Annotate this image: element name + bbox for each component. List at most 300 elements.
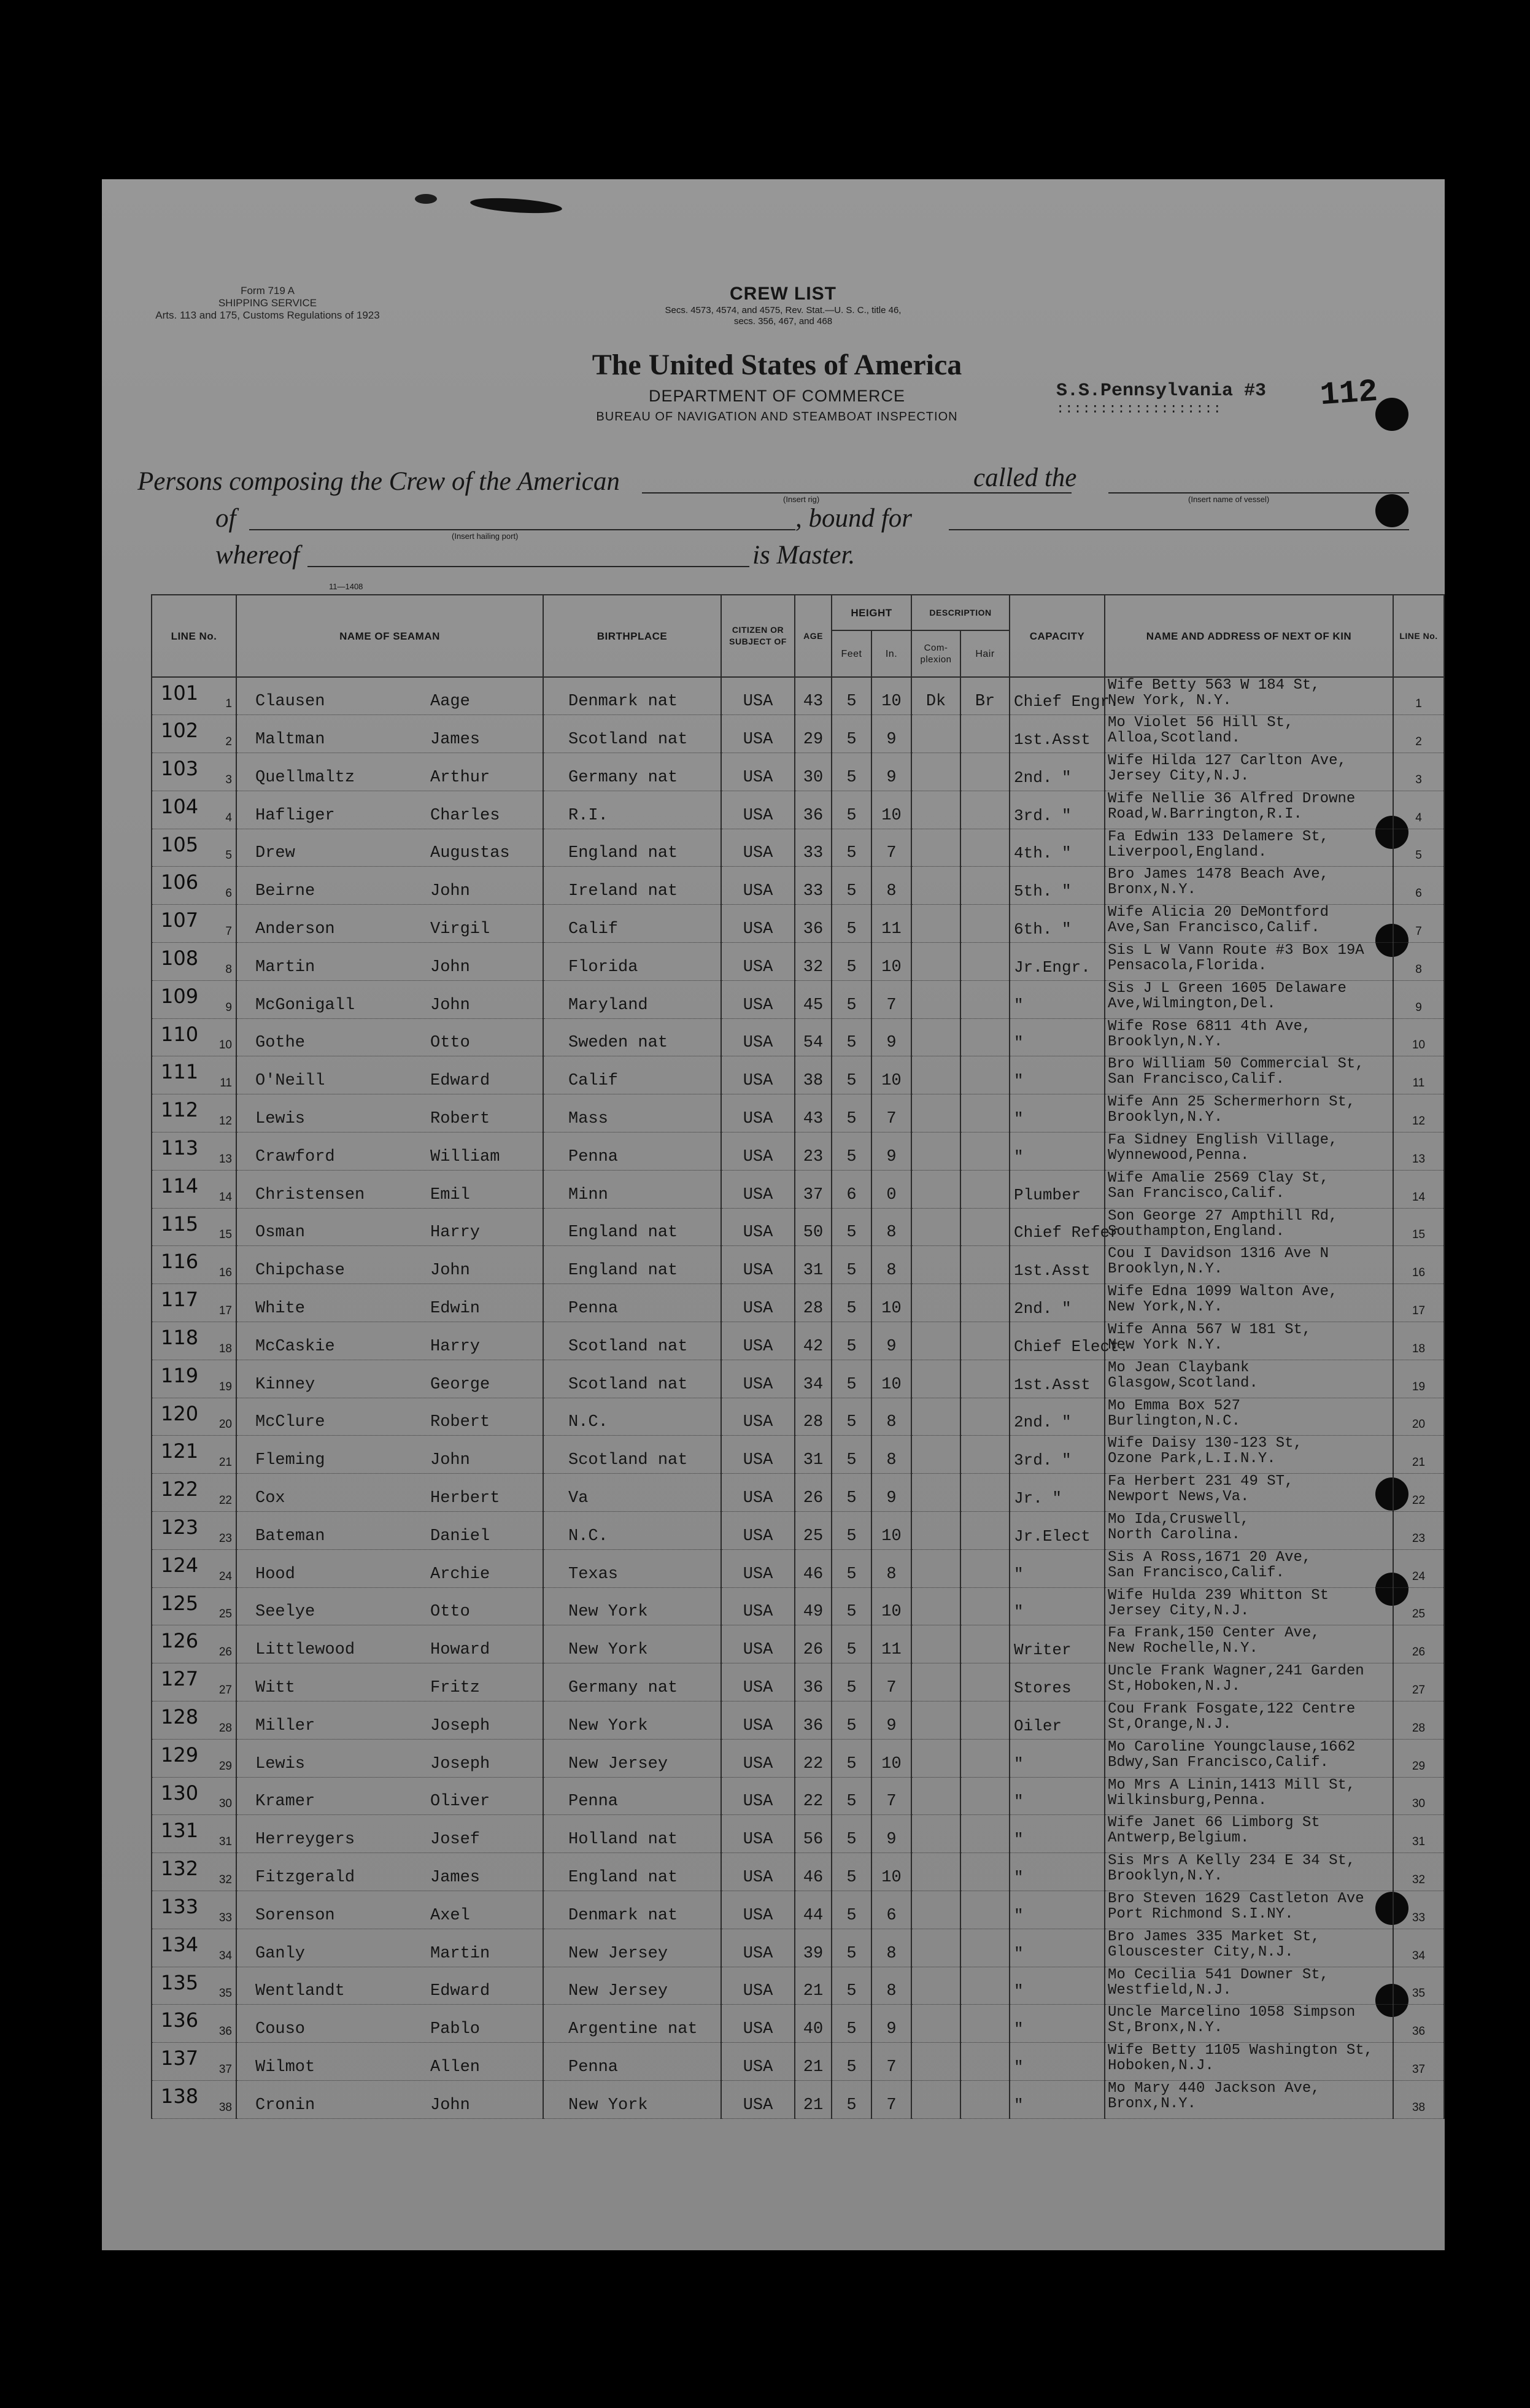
age-cell: 50: [795, 1208, 832, 1246]
handwritten-sequence-number: 136: [161, 2008, 199, 2032]
crew-row: [152, 715, 1444, 753]
birthplace-cell: Scotland nat: [543, 715, 721, 753]
citizenship-cell: USA: [721, 1170, 795, 1208]
printed-line-number: 1: [225, 697, 232, 711]
next-of-kin-cell: [1105, 791, 1393, 829]
citizenship-cell: USA: [721, 943, 795, 981]
height-feet-cell: 5: [832, 1663, 871, 1701]
seaman-name-cell: [236, 1284, 543, 1322]
height-feet-cell: 5: [832, 1549, 871, 1587]
right-line-number-cell: 15: [1393, 1208, 1444, 1246]
printed-line-number: 4: [225, 811, 232, 824]
line-number-cell: [152, 1891, 236, 1929]
right-line-number-cell: 33: [1393, 1891, 1444, 1929]
capacity-cell: 2nd. ": [1010, 1398, 1105, 1436]
height-feet-cell: 5: [832, 677, 871, 715]
kin-line-2: Westfield,N.J.: [1108, 1981, 1232, 1999]
printed-line-number: 35: [218, 1987, 232, 2000]
form-title: CREW LIST: [730, 284, 836, 304]
next-of-kin-cell: [1105, 1929, 1393, 1967]
surname: Seelye: [255, 1603, 315, 1622]
handwritten-sequence-number: 121: [161, 1439, 199, 1463]
birthplace-cell: Denmark nat: [543, 1891, 721, 1929]
printed-line-number: 32: [218, 1873, 232, 1886]
crew-row: [152, 1701, 1444, 1740]
punch-hole: [1375, 494, 1408, 527]
handwritten-sequence-number: 129: [161, 1743, 199, 1767]
line-number-cell: [152, 1549, 236, 1587]
birthplace-cell: New York: [543, 1701, 721, 1740]
kin-line-1: Wife Alicia 20 DeMontford: [1108, 904, 1329, 921]
citizenship-cell: USA: [721, 1625, 795, 1663]
capacity-cell: ": [1010, 1815, 1105, 1853]
kin-line-1: Wife Hilda 127 Carlton Ave,: [1108, 753, 1346, 770]
seaman-name-cell: [236, 1132, 543, 1171]
kin-line-2: San Francisco,Calif.: [1108, 1071, 1285, 1088]
vessel-hint: (Insert name of vessel): [1188, 495, 1270, 504]
printed-line-number: 15: [218, 1228, 232, 1242]
col-birthplace: BIRTHPLACE: [543, 595, 721, 677]
crew-row: [152, 1891, 1444, 1929]
form-regulations: Arts. 113 and 175, Customs Regulations of 1923: [155, 309, 380, 321]
age-cell: 39: [795, 1929, 832, 1967]
next-of-kin-cell: [1105, 1663, 1393, 1701]
birthplace-cell: Denmark nat: [543, 677, 721, 715]
line-number-cell: [152, 677, 236, 715]
handwritten-sequence-number: 134: [161, 1932, 199, 1956]
hair-cell: [960, 1625, 1010, 1663]
age-cell: 28: [795, 1398, 832, 1436]
seaman-name-cell: [236, 1094, 543, 1132]
crew-rows: [152, 677, 1444, 2118]
complexion-cell: [911, 1587, 960, 1625]
capacity-cell: Writer: [1010, 1625, 1105, 1663]
given-name: Axel: [430, 1906, 470, 1925]
next-of-kin-cell: [1105, 829, 1393, 867]
complexion-cell: [911, 1549, 960, 1587]
citizenship-cell: USA: [721, 1815, 795, 1853]
line-number-cell: [152, 1360, 236, 1398]
height-feet-cell: 5: [832, 1777, 871, 1815]
hair-cell: [960, 980, 1010, 1018]
line-number-cell: [152, 1929, 236, 1967]
crew-row: [152, 1587, 1444, 1625]
height-feet-cell: 5: [832, 715, 871, 753]
age-cell: 43: [795, 1094, 832, 1132]
vessel-blank: [1108, 492, 1409, 494]
height-inches-cell: 8: [871, 1208, 911, 1246]
next-of-kin-cell: [1105, 1891, 1393, 1929]
capacity-cell: Plumber: [1010, 1170, 1105, 1208]
seaman-name-cell: [236, 980, 543, 1018]
printed-line-number: 5: [225, 849, 232, 862]
citizenship-cell: USA: [721, 1891, 795, 1929]
seaman-name-cell: [236, 1246, 543, 1284]
crew-row: [152, 1663, 1444, 1701]
capacity-cell: ": [1010, 1549, 1105, 1587]
citizenship-cell: USA: [721, 1853, 795, 1891]
kin-line-2: Burlington,N.C.: [1108, 1412, 1241, 1430]
birthplace-cell: Penna: [543, 1777, 721, 1815]
surname: Lewis: [255, 1110, 306, 1129]
crew-row: [152, 867, 1444, 905]
printed-line-number: 26: [218, 1646, 232, 1659]
height-feet-cell: 5: [832, 1208, 871, 1246]
printed-line-number: 3: [225, 773, 232, 786]
surname: Chipchase: [255, 1261, 345, 1280]
age-cell: 36: [795, 905, 832, 943]
height-inches-cell: 7: [871, 1094, 911, 1132]
given-name: John: [430, 958, 470, 977]
handwritten-sequence-number: 119: [161, 1363, 199, 1387]
age-cell: 36: [795, 791, 832, 829]
citizenship-cell: USA: [721, 1322, 795, 1360]
surname: Maltman: [255, 730, 325, 749]
print-reference: 11—1408: [329, 582, 363, 591]
hair-cell: [960, 1208, 1010, 1246]
crew-row: [152, 1284, 1444, 1322]
height-feet-cell: 5: [832, 1891, 871, 1929]
line-number-cell: [152, 1815, 236, 1853]
kin-line-2: Wilkinsburg,Penna.: [1108, 1792, 1267, 1809]
handwritten-sequence-number: 128: [161, 1705, 199, 1729]
capacity-cell: ": [1010, 2080, 1105, 2118]
age-cell: 56: [795, 1815, 832, 1853]
handwritten-sequence-number: 109: [161, 984, 199, 1008]
crew-row: [152, 905, 1444, 943]
hair-cell: [960, 1398, 1010, 1436]
height-feet-cell: 5: [832, 905, 871, 943]
crew-row: [152, 1777, 1444, 1815]
kin-line-2: St,Hoboken,N.J.: [1108, 1678, 1241, 1695]
country-heading: The United States of America: [592, 349, 962, 381]
complexion-cell: [911, 1929, 960, 1967]
citizenship-cell: USA: [721, 1777, 795, 1815]
hair-cell: [960, 1474, 1010, 1512]
height-inches-cell: 9: [871, 1815, 911, 1853]
height-feet-cell: 5: [832, 753, 871, 791]
surname: Fitzgerald: [255, 1868, 355, 1887]
height-feet-cell: 5: [832, 829, 871, 867]
next-of-kin-cell: [1105, 1815, 1393, 1853]
birthplace-cell: New Jersey: [543, 1739, 721, 1777]
master-blank: [307, 566, 749, 567]
kin-line-2: Brooklyn,N.Y.: [1108, 1261, 1223, 1278]
height-inches-cell: 8: [871, 1929, 911, 1967]
citizenship-cell: USA: [721, 1549, 795, 1587]
kin-line-2: St,Bronx,N.Y.: [1108, 2019, 1223, 2037]
line-number-cell: [152, 1246, 236, 1284]
col-next-of-kin: NAME AND ADDRESS OF NEXT OF KIN: [1105, 595, 1393, 677]
seaman-name-cell: [236, 2005, 543, 2043]
birthplace-cell: New York: [543, 1587, 721, 1625]
right-line-number-cell: 25: [1393, 1587, 1444, 1625]
citizenship-cell: USA: [721, 677, 795, 715]
next-of-kin-cell: [1105, 1739, 1393, 1777]
right-line-number-cell: 1: [1393, 677, 1444, 715]
crew-row: [152, 1815, 1444, 1853]
complexion-cell: [911, 1170, 960, 1208]
preamble-of: of: [215, 504, 236, 533]
capacity-cell: Stores: [1010, 1663, 1105, 1701]
line-number-cell: [152, 715, 236, 753]
next-of-kin-cell: [1105, 1322, 1393, 1360]
kin-line-1: Wife Ann 25 Schermerhorn St,: [1108, 1094, 1356, 1111]
next-of-kin-cell: [1105, 943, 1393, 981]
citizenship-cell: USA: [721, 1474, 795, 1512]
kin-line-1: Mo Ida,Cruswell,: [1108, 1511, 1250, 1528]
surname: Kinney: [255, 1375, 315, 1394]
birthplace-cell: Va: [543, 1474, 721, 1512]
hair-cell: [960, 1018, 1010, 1056]
right-line-number-cell: 29: [1393, 1739, 1444, 1777]
age-cell: 31: [795, 1246, 832, 1284]
kin-line-2: Ozone Park,L.I.N.Y.: [1108, 1450, 1276, 1468]
seaman-name-cell: [236, 1739, 543, 1777]
kin-line-2: Jersey City,N.J.: [1108, 1602, 1250, 1619]
crew-row: [152, 1360, 1444, 1398]
birthplace-cell: N.C.: [543, 1512, 721, 1550]
capacity-cell: Chief Engr.: [1010, 677, 1105, 715]
preamble-whereof: whereof: [215, 541, 299, 570]
handwritten-sequence-number: 131: [161, 1819, 199, 1843]
given-name: Robert: [430, 1413, 490, 1432]
birthplace-cell: Holland nat: [543, 1815, 721, 1853]
kin-line-1: Wife Anna 567 W 181 St,: [1108, 1322, 1312, 1339]
handwritten-sequence-number: 115: [161, 1212, 199, 1236]
printed-line-number: 36: [218, 2025, 232, 2038]
kin-line-2: Wynnewood,Penna.: [1108, 1147, 1250, 1164]
line-number-cell: [152, 1322, 236, 1360]
line-number-cell: [152, 1663, 236, 1701]
kin-line-1: Wife Edna 1099 Walton Ave,: [1108, 1283, 1338, 1301]
age-cell: 28: [795, 1284, 832, 1322]
given-name: Arthur: [430, 768, 490, 787]
crew-list-page: [102, 179, 1445, 2250]
printed-line-number: 20: [218, 1418, 232, 1431]
height-feet-cell: 5: [832, 1853, 871, 1891]
printed-line-number: 31: [218, 1835, 232, 1849]
birthplace-cell: Penna: [543, 1284, 721, 1322]
complexion-cell: [911, 1739, 960, 1777]
right-line-number-cell: 14: [1393, 1170, 1444, 1208]
handwritten-sequence-number: 117: [161, 1288, 199, 1312]
handwritten-sequence-number: 113: [161, 1136, 199, 1160]
hair-cell: [960, 1360, 1010, 1398]
complexion-cell: [911, 867, 960, 905]
handwritten-sequence-number: 114: [161, 1174, 199, 1198]
height-feet-cell: 5: [832, 2005, 871, 2043]
surname: McGonigall: [255, 996, 355, 1015]
kin-line-1: Uncle Frank Wagner,241 Garden: [1108, 1663, 1364, 1680]
surname: Osman: [255, 1223, 306, 1242]
age-cell: 26: [795, 1625, 832, 1663]
next-of-kin-cell: [1105, 1474, 1393, 1512]
birthplace-cell: Argentine nat: [543, 2005, 721, 2043]
height-feet-cell: 5: [832, 1056, 871, 1094]
seaman-name-cell: [236, 1663, 543, 1701]
printed-line-number: 6: [225, 887, 232, 900]
line-number-cell: [152, 867, 236, 905]
kin-line-1: Sis Mrs A Kelly 234 E 34 St,: [1108, 1852, 1356, 1870]
citizenship-cell: USA: [721, 1018, 795, 1056]
kin-line-2: Jersey City,N.J.: [1108, 768, 1250, 785]
printed-line-number: 30: [218, 1797, 232, 1811]
seaman-name-cell: [236, 1549, 543, 1587]
right-line-number-cell: 38: [1393, 2080, 1444, 2118]
birthplace-cell: Scotland nat: [543, 1436, 721, 1474]
line-number-cell: [152, 1170, 236, 1208]
citizenship-cell: USA: [721, 829, 795, 867]
col-capacity: CAPACITY: [1010, 595, 1105, 677]
line-number-cell: [152, 753, 236, 791]
surname: Drew: [255, 844, 295, 863]
seaman-name-cell: [236, 905, 543, 943]
printed-line-number: 33: [218, 1911, 232, 1924]
age-cell: 44: [795, 1891, 832, 1929]
given-name: Josef: [430, 1830, 481, 1849]
crew-row: [152, 1853, 1444, 1891]
surname: Couso: [255, 2020, 306, 2039]
right-line-number-cell: 19: [1393, 1360, 1444, 1398]
height-inches-cell: 9: [871, 2005, 911, 2043]
form-service: SHIPPING SERVICE: [218, 297, 317, 309]
seaman-name-cell: [236, 1967, 543, 2005]
col-hair: Hair: [960, 630, 1010, 677]
citizenship-cell: USA: [721, 1587, 795, 1625]
seaman-name-cell: [236, 1056, 543, 1094]
seaman-name-cell: [236, 1512, 543, 1550]
printed-line-number: 2: [225, 735, 232, 749]
height-inches-cell: 10: [871, 1512, 911, 1550]
height-feet-cell: 5: [832, 1512, 871, 1550]
hair-cell: [960, 791, 1010, 829]
right-line-number-cell: 2: [1393, 715, 1444, 753]
hair-cell: [960, 829, 1010, 867]
hair-cell: [960, 1815, 1010, 1853]
age-cell: 22: [795, 1739, 832, 1777]
given-name: Herbert: [430, 1489, 500, 1508]
complexion-cell: [911, 1967, 960, 2005]
height-feet-cell: 5: [832, 1018, 871, 1056]
capacity-cell: ": [1010, 1853, 1105, 1891]
age-cell: 49: [795, 1587, 832, 1625]
birthplace-cell: Calif: [543, 905, 721, 943]
kin-line-2: Brooklyn,N.Y.: [1108, 1868, 1223, 1885]
right-line-number-cell: 11: [1393, 1056, 1444, 1094]
printed-line-number: 10: [218, 1039, 232, 1052]
printed-line-number: 27: [218, 1684, 232, 1697]
capacity-cell: ": [1010, 2043, 1105, 2081]
complexion-cell: [911, 1512, 960, 1550]
kin-line-1: Bro James 335 Market St,: [1108, 1928, 1320, 1945]
right-line-number-cell: 12: [1393, 1094, 1444, 1132]
complexion-cell: [911, 1625, 960, 1663]
surname: Wilmot: [255, 2058, 315, 2077]
line-number-cell: [152, 1587, 236, 1625]
crew-row: [152, 1739, 1444, 1777]
given-name: John: [430, 996, 470, 1015]
handwritten-sequence-number: 135: [161, 1970, 199, 1994]
capacity-cell: 1st.Asst: [1010, 1246, 1105, 1284]
form-identifier: [139, 285, 396, 322]
kin-line-1: Mo Caroline Youngclause,1662: [1108, 1738, 1356, 1756]
col-line-no-right: LINE No.: [1393, 595, 1444, 677]
printed-line-number: 21: [218, 1456, 232, 1469]
surname: Anderson: [255, 920, 335, 939]
surname: Martin: [255, 958, 315, 977]
height-feet-cell: 6: [832, 1170, 871, 1208]
citizenship-cell: USA: [721, 2043, 795, 2081]
seaman-name-cell: [236, 1208, 543, 1246]
handwritten-sequence-number: 123: [161, 1516, 199, 1539]
line-number-cell: [152, 829, 236, 867]
printed-line-number: 29: [218, 1759, 232, 1773]
birthplace-cell: England nat: [543, 829, 721, 867]
kin-line-2: Glouscester City,N.J.: [1108, 1943, 1294, 1961]
given-name: Howard: [430, 1641, 490, 1660]
seaman-name-cell: [236, 677, 543, 715]
next-of-kin-cell: [1105, 677, 1393, 715]
line-number-cell: [152, 791, 236, 829]
next-of-kin-cell: [1105, 1360, 1393, 1398]
next-of-kin-cell: [1105, 715, 1393, 753]
age-cell: 33: [795, 829, 832, 867]
capacity-cell: ": [1010, 1094, 1105, 1132]
height-feet-cell: 5: [832, 980, 871, 1018]
kin-line-1: Fa Sidney English Village,: [1108, 1132, 1338, 1149]
surname: Lewis: [255, 1754, 306, 1773]
kin-line-2: St,Orange,N.J.: [1108, 1716, 1232, 1733]
hair-cell: [960, 1739, 1010, 1777]
form-number: Form 719 A: [241, 285, 295, 296]
preamble-called-the: called the: [973, 463, 1077, 492]
age-cell: 43: [795, 677, 832, 715]
age-cell: 32: [795, 943, 832, 981]
height-feet-cell: 5: [832, 1322, 871, 1360]
crew-row: [152, 1967, 1444, 2005]
height-feet-cell: 5: [832, 791, 871, 829]
next-of-kin-cell: [1105, 1208, 1393, 1246]
seaman-name-cell: [236, 1360, 543, 1398]
col-citizen: CITIZEN OR SUBJECT OF: [721, 595, 795, 677]
citizenship-cell: USA: [721, 1701, 795, 1740]
age-cell: 38: [795, 1056, 832, 1094]
hair-cell: [960, 1853, 1010, 1891]
capacity-cell: ": [1010, 1929, 1105, 1967]
age-cell: 37: [795, 1170, 832, 1208]
crew-row: [152, 829, 1444, 867]
kin-line-1: Wife Rose 6811 4th Ave,: [1108, 1018, 1312, 1035]
crew-table: [151, 594, 1445, 2119]
next-of-kin-cell: [1105, 1625, 1393, 1663]
kin-line-2: New Rochelle,N.Y.: [1108, 1640, 1258, 1657]
hair-cell: [960, 1322, 1010, 1360]
birthplace-cell: R.I.: [543, 791, 721, 829]
handwritten-sequence-number: 107: [161, 908, 199, 932]
birthplace-cell: Texas: [543, 1549, 721, 1587]
vessel-stamp-dots: :::::::::::::::::::: [1056, 401, 1222, 417]
citizenship-cell: USA: [721, 980, 795, 1018]
complexion-cell: [911, 829, 960, 867]
kin-line-2: Antwerp,Belgium.: [1108, 1830, 1250, 1847]
crew-row: [152, 1398, 1444, 1436]
surname: Cronin: [255, 2096, 315, 2115]
height-inches-cell: 7: [871, 980, 911, 1018]
height-inches-cell: 7: [871, 1663, 911, 1701]
right-line-number-cell: 37: [1393, 2043, 1444, 2081]
hair-cell: [960, 905, 1010, 943]
